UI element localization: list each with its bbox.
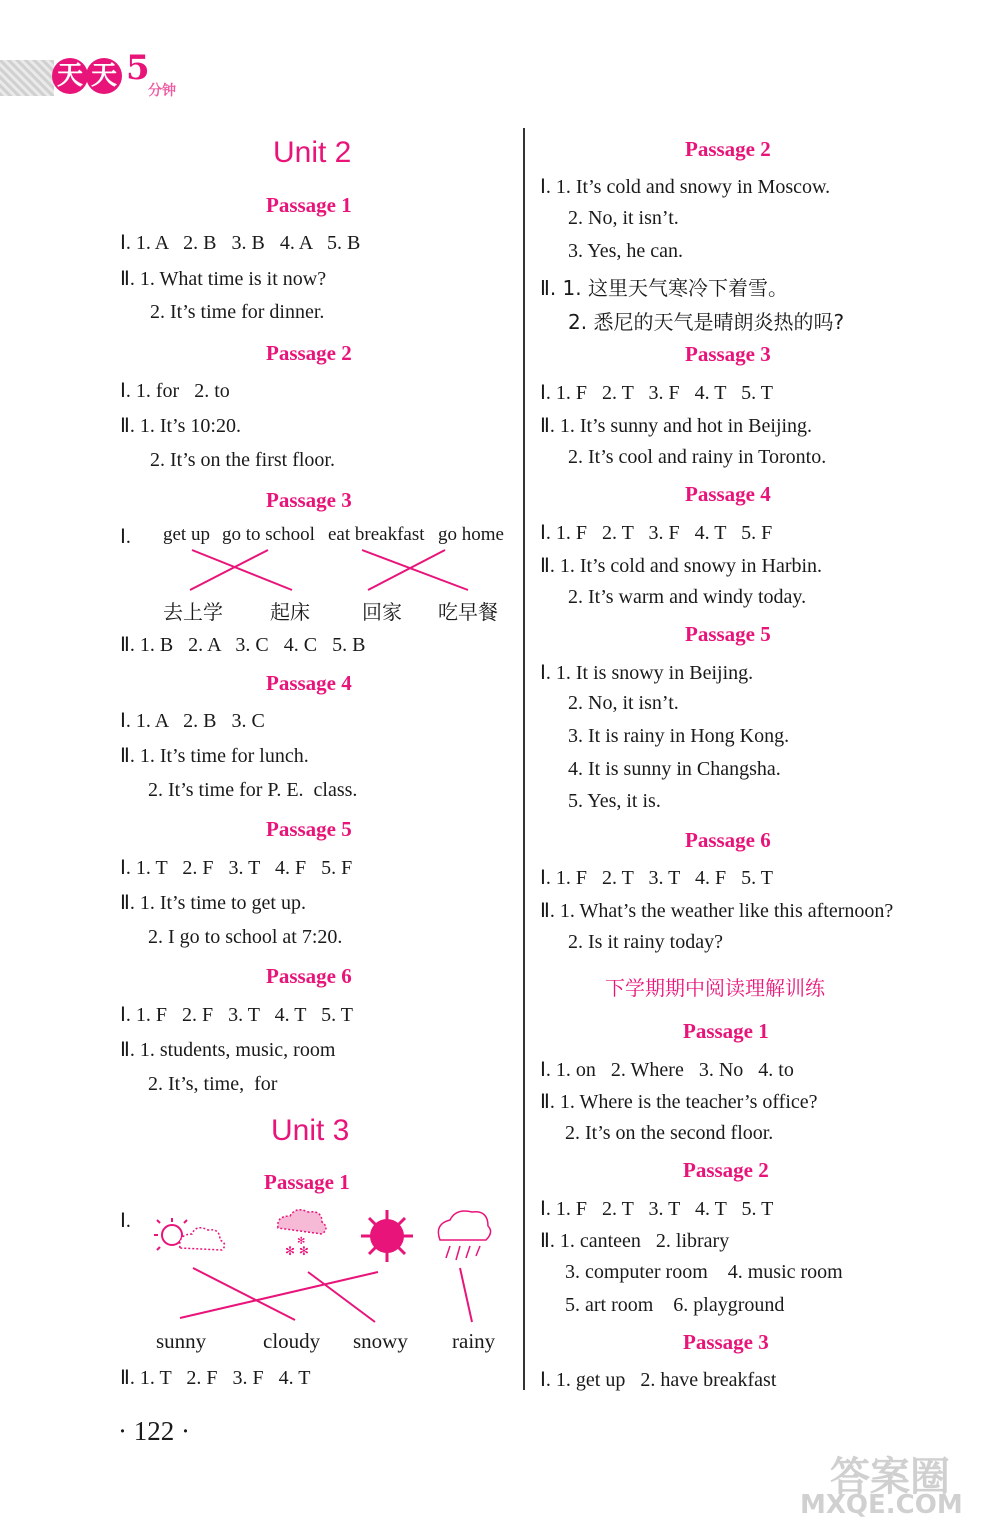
answer-line: 2. It’s, time, for <box>148 1073 278 1095</box>
u2-passage6-title: Passage 6 <box>266 964 352 988</box>
answer-line: 4. It is sunny in Changsha. <box>568 758 781 780</box>
answer-line: 5. Yes, it is. <box>568 790 661 812</box>
answer-line: Ⅱ. 1. It’s time for lunch. <box>120 745 309 767</box>
answer-line: Ⅰ. 1. F 2. T 3. F 4. T 5. T <box>540 382 773 404</box>
sun-cloud-icon <box>154 1218 225 1250</box>
answer-line: Ⅰ. 1. F 2. T 3. F 4. T 5. F <box>540 522 773 544</box>
roman-numeral: Ⅰ. <box>120 526 131 548</box>
u2-passage1-title: Passage 1 <box>266 193 352 217</box>
answer-line: 2. 悉尼的天气是晴朗炎热的吗? <box>568 310 845 334</box>
answer-line: Ⅰ. 1. on 2. Where 3. No 4. to <box>540 1059 794 1081</box>
u2-passage4-title: Passage 4 <box>266 671 352 695</box>
svg-text:✻: ✻ <box>297 1236 306 1247</box>
answer-line: Ⅰ. 1. get up 2. have breakfast <box>540 1369 777 1391</box>
answer-line: Ⅰ. 1. F 2. T 3. T 4. F 5. T <box>540 867 773 889</box>
roman-numeral: Ⅰ. <box>120 1210 131 1232</box>
watermark-url: MXQE.COM <box>800 1490 963 1520</box>
answer-line: Ⅰ. 1. It is snowy in Beijing. <box>540 662 754 684</box>
passage5-title: Passage 5 <box>685 622 771 646</box>
u3-passage1-title: Passage 1 <box>264 1170 350 1194</box>
page-number: · 122 · <box>118 1416 190 1446</box>
answer-line: Ⅱ. 1. What time is it now? <box>120 268 327 290</box>
answer-line: Ⅱ. 1. It’s sunny and hot in Beijing. <box>540 415 813 437</box>
answer-line: Ⅰ. 1. for 2. to <box>120 380 230 402</box>
snow-cloud-icon <box>278 1210 326 1258</box>
sun-icon <box>361 1210 413 1262</box>
answer-line: Ⅱ. 1. It’s 10:20. <box>120 415 241 437</box>
answer-line: Ⅱ. 1. Where is the teacher’s office? <box>540 1091 818 1113</box>
answer-line: 2. No, it isn’t. <box>568 207 679 229</box>
logo-char-2: 天 <box>86 58 122 94</box>
midterm-passage3-title: Passage 3 <box>683 1330 769 1354</box>
answer-line: Ⅰ. 1. F 2. F 3. T 4. T 5. T <box>120 1004 353 1026</box>
column-divider <box>523 128 525 1390</box>
answer-line: Ⅰ. 1. A 2. B 3. C <box>120 710 265 732</box>
match-word-go-to-school: go to school <box>222 524 315 545</box>
match-word-get-up: get up <box>163 524 210 545</box>
answer-line: Ⅰ. 1. F 2. T 3. T 4. T 5. T <box>540 1198 774 1220</box>
svg-text:✻ ✻: ✻ ✻ <box>285 1244 309 1258</box>
logo-subtitle: 分钟 <box>148 83 176 99</box>
rain-cloud-icon <box>438 1211 490 1260</box>
answer-line: 2. It’s time for dinner. <box>150 301 325 323</box>
match-cn-3: 回家 <box>362 600 402 624</box>
u2-passage5-title: Passage 5 <box>266 817 352 841</box>
answer-line: 2. It’s on the second floor. <box>565 1122 774 1144</box>
midterm-section-title: 下学期期中阅读理解训练 <box>605 976 825 1000</box>
weather-matching <box>0 0 520 1340</box>
answer-line: 3. computer room 4. music room <box>565 1261 843 1283</box>
logo-char-1: 天 <box>52 58 88 94</box>
answer-line: Ⅰ. 1. A 2. B 3. B 4. A 5. B <box>120 232 361 254</box>
answer-line: Ⅱ. 1. B 2. A 3. C 4. C 5. B <box>120 634 366 656</box>
answer-line: 2. It’s time for P. E. class. <box>148 779 358 801</box>
answer-line: 3. Yes, he can. <box>568 240 683 262</box>
passage3-title: Passage 3 <box>685 342 771 366</box>
weather-word-sunny: sunny <box>156 1329 207 1353</box>
answer-line: Ⅱ. 1. students, music, room <box>120 1039 336 1061</box>
answer-line: 2. It’s warm and windy today. <box>568 586 807 608</box>
answer-line: 2. Is it rainy today? <box>568 931 723 953</box>
unit2-title: Unit 2 <box>273 136 352 169</box>
answer-line: Ⅱ. 1. It’s cold and snowy in Harbin. <box>540 555 823 577</box>
match-cn-4: 吃早餐 <box>438 600 498 624</box>
passage6-title: Passage 6 <box>685 828 771 852</box>
match-word-eat-breakfast: eat breakfast <box>328 524 425 545</box>
u2-passage2-title: Passage 2 <box>266 341 352 365</box>
answer-line: 2. I go to school at 7:20. <box>148 926 343 948</box>
answer-line: Ⅰ. 1. T 2. F 3. T 4. F 5. F <box>120 857 353 879</box>
answer-line: Ⅱ. 1. It’s time to get up. <box>120 892 306 914</box>
answer-line: 2. No, it isn’t. <box>568 692 679 714</box>
answer-line: Ⅱ. 1. T 2. F 3. F 4. T <box>120 1367 311 1389</box>
midterm-passage1-title: Passage 1 <box>683 1019 769 1043</box>
weather-word-rainy: rainy <box>452 1329 496 1353</box>
watermark-logo: 答案圈 <box>830 1454 950 1500</box>
answer-line: Ⅱ. 1. canteen 2. library <box>540 1230 730 1252</box>
passage2-title: Passage 2 <box>685 137 771 161</box>
match-word-go-home: go home <box>438 524 504 545</box>
u2-passage3-title: Passage 3 <box>266 488 352 512</box>
answer-line: Ⅱ. 1. 这里天气寒冷下着雪。 <box>540 276 788 300</box>
answer-line: Ⅰ. 1. It’s cold and snowy in Moscow. <box>540 176 831 198</box>
weather-word-snowy: snowy <box>353 1329 408 1353</box>
answer-line: 3. It is rainy in Hong Kong. <box>568 725 790 747</box>
unit3-title: Unit 3 <box>271 1114 350 1147</box>
weather-word-cloudy: cloudy <box>263 1329 321 1353</box>
match-cn-1: 去上学 <box>163 600 223 624</box>
answer-line: Ⅱ. 1. What’s the weather like this afternoon? <box>540 900 894 922</box>
answer-line: 2. It’s on the first floor. <box>150 449 335 471</box>
passage4-title: Passage 4 <box>685 482 771 506</box>
answer-line: 2. It’s cool and rainy in Toronto. <box>568 446 827 468</box>
match-cn-2: 起床 <box>270 600 310 624</box>
answer-line: 5. art room 6. playground <box>565 1294 785 1316</box>
midterm-passage2-title: Passage 2 <box>683 1158 769 1182</box>
logo-number: 5 <box>126 48 150 88</box>
